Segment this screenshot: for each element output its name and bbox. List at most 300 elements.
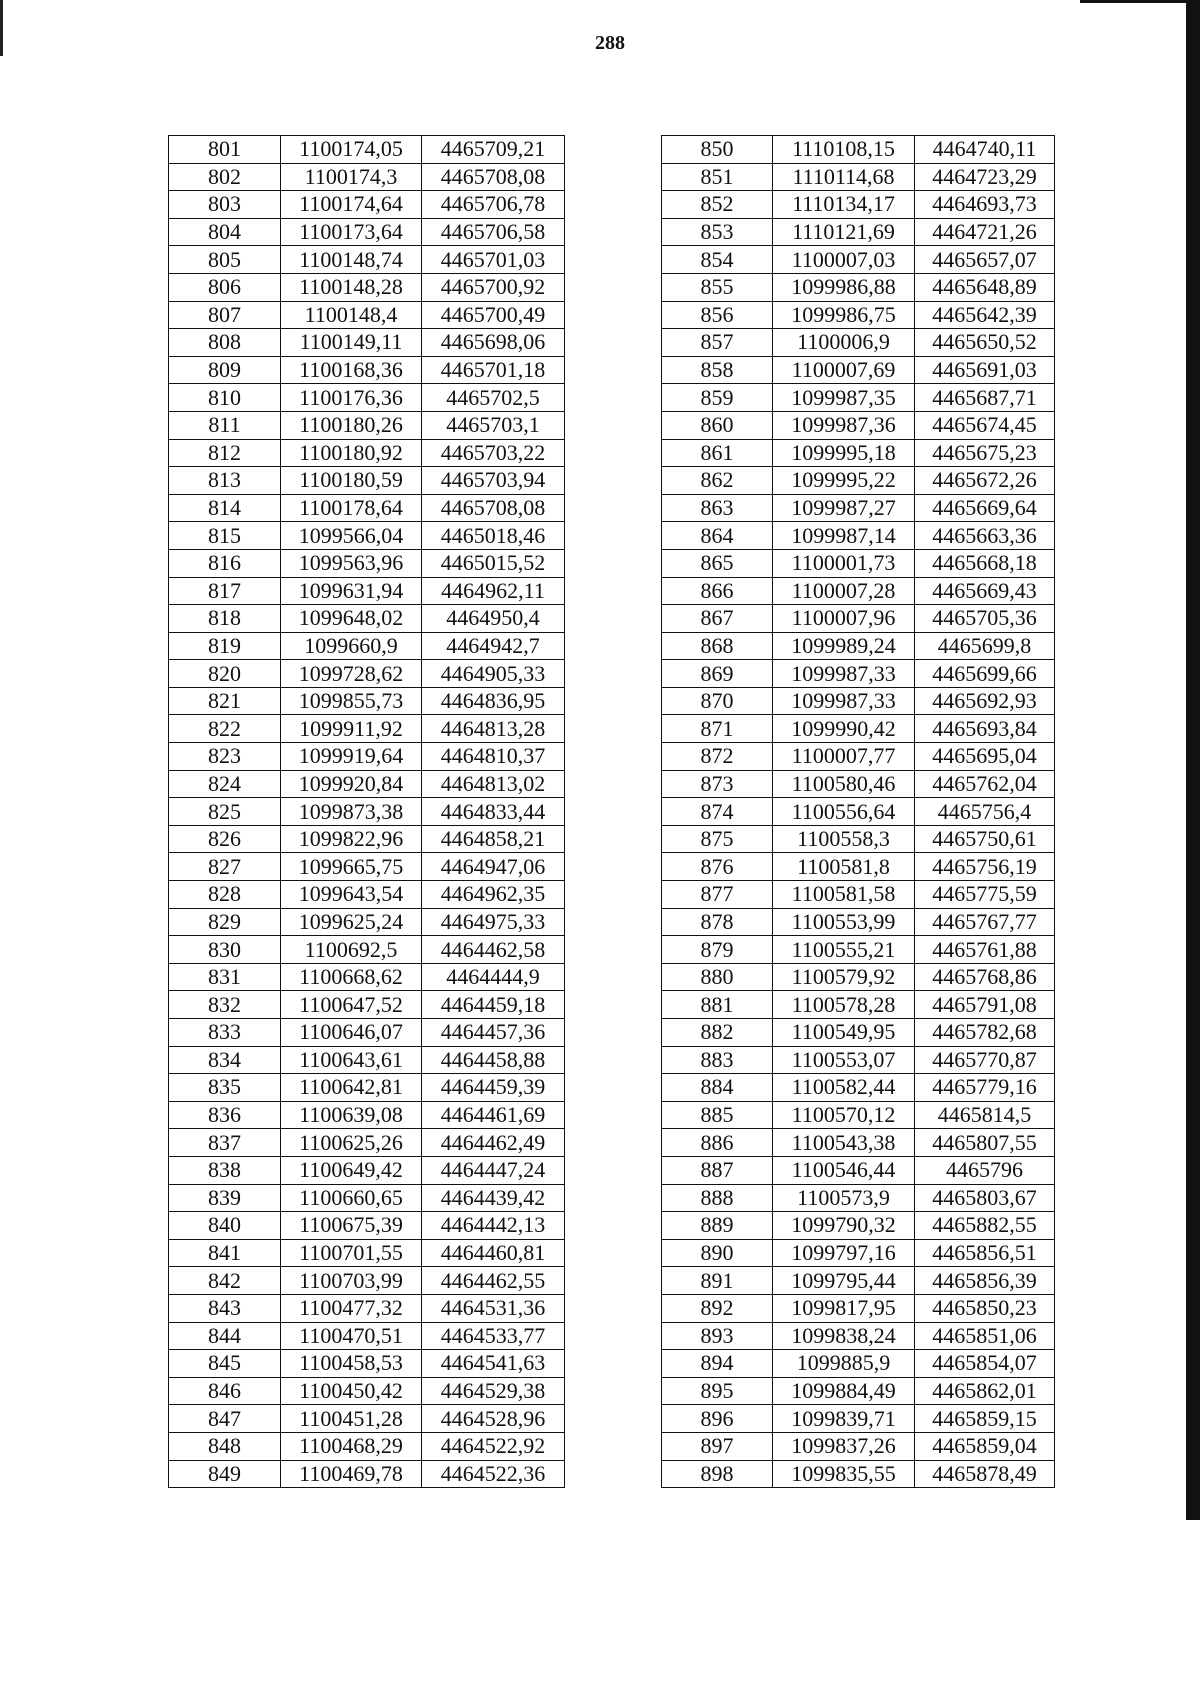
point-number-cell: 879 <box>662 936 773 964</box>
y-coordinate-cell: 4464533,77 <box>422 1322 565 1350</box>
x-coordinate-cell: 1099987,27 <box>773 494 915 522</box>
point-number-cell: 869 <box>662 660 773 688</box>
x-coordinate-cell: 1100178,64 <box>281 494 422 522</box>
point-number-cell: 810 <box>169 384 281 412</box>
point-number-cell: 871 <box>662 715 773 743</box>
point-number-cell: 856 <box>662 301 773 329</box>
x-coordinate-cell: 1100173,64 <box>281 218 422 246</box>
y-coordinate-cell: 4464858,21 <box>422 825 565 853</box>
y-coordinate-cell: 4464721,26 <box>915 218 1055 246</box>
table-row <box>169 605 565 633</box>
table-row <box>662 549 1055 577</box>
table-row <box>169 936 565 964</box>
table-row <box>662 1460 1055 1488</box>
table-row <box>662 163 1055 191</box>
x-coordinate-cell: 1099563,96 <box>281 549 422 577</box>
x-coordinate-cell: 1099990,42 <box>773 715 915 743</box>
point-number-cell: 837 <box>169 1129 281 1157</box>
point-number-cell: 825 <box>169 798 281 826</box>
x-coordinate-cell: 1100703,99 <box>281 1267 422 1295</box>
y-coordinate-cell: 4464528,96 <box>422 1405 565 1433</box>
y-coordinate-cell: 4465882,55 <box>915 1212 1055 1240</box>
y-coordinate-cell: 4465851,06 <box>915 1322 1055 1350</box>
table-row <box>169 687 565 715</box>
y-coordinate-cell: 4465699,8 <box>915 632 1055 660</box>
table-row <box>662 687 1055 715</box>
point-number-cell: 816 <box>169 549 281 577</box>
table-row <box>662 991 1055 1019</box>
x-coordinate-cell: 1100549,95 <box>773 1019 915 1047</box>
table-row <box>169 798 565 826</box>
y-coordinate-cell: 4465775,59 <box>915 881 1055 909</box>
table-row <box>169 963 565 991</box>
y-coordinate-cell: 4465015,52 <box>422 549 565 577</box>
table-row <box>662 384 1055 412</box>
y-coordinate-cell: 4465687,71 <box>915 384 1055 412</box>
x-coordinate-cell: 1100451,28 <box>281 1405 422 1433</box>
x-coordinate-cell: 1110134,17 <box>773 191 915 219</box>
y-coordinate-cell: 4465750,61 <box>915 825 1055 853</box>
table-row <box>169 632 565 660</box>
x-coordinate-cell: 1100580,46 <box>773 770 915 798</box>
point-number-cell: 887 <box>662 1156 773 1184</box>
point-number-cell: 865 <box>662 549 773 577</box>
y-coordinate-cell: 4464531,36 <box>422 1294 565 1322</box>
point-number-cell: 876 <box>662 853 773 881</box>
y-coordinate-cell: 4465703,22 <box>422 439 565 467</box>
table-row <box>662 1212 1055 1240</box>
table-row <box>169 218 565 246</box>
point-number-cell: 832 <box>169 991 281 1019</box>
point-number-cell: 863 <box>662 494 773 522</box>
table-row <box>169 881 565 909</box>
table-row <box>662 329 1055 357</box>
table-row <box>169 273 565 301</box>
y-coordinate-cell: 4465756,19 <box>915 853 1055 881</box>
x-coordinate-cell: 1100148,28 <box>281 273 422 301</box>
y-coordinate-cell: 4464813,28 <box>422 715 565 743</box>
y-coordinate-cell: 4465859,15 <box>915 1405 1055 1433</box>
point-number-cell: 855 <box>662 273 773 301</box>
y-coordinate-cell: 4465859,04 <box>915 1432 1055 1460</box>
table-row <box>169 384 565 412</box>
table-row <box>662 356 1055 384</box>
x-coordinate-cell: 1100007,69 <box>773 356 915 384</box>
point-number-cell: 886 <box>662 1129 773 1157</box>
y-coordinate-cell: 4465779,16 <box>915 1074 1055 1102</box>
table-row <box>169 1460 565 1488</box>
y-coordinate-cell: 4464447,24 <box>422 1156 565 1184</box>
point-number-cell: 893 <box>662 1322 773 1350</box>
y-coordinate-cell: 4465862,01 <box>915 1377 1055 1405</box>
table-row <box>662 1074 1055 1102</box>
x-coordinate-cell: 1099817,95 <box>773 1294 915 1322</box>
table-row <box>662 246 1055 274</box>
y-coordinate-cell: 4465761,88 <box>915 936 1055 964</box>
y-coordinate-cell: 4465767,77 <box>915 908 1055 936</box>
point-number-cell: 848 <box>169 1432 281 1460</box>
y-coordinate-cell: 4465695,04 <box>915 743 1055 771</box>
table-row <box>662 1432 1055 1460</box>
y-coordinate-cell: 4465782,68 <box>915 1019 1055 1047</box>
x-coordinate-cell: 1100668,62 <box>281 963 422 991</box>
y-coordinate-cell: 4464833,44 <box>422 798 565 826</box>
table-row <box>169 494 565 522</box>
y-coordinate-cell: 4465706,78 <box>422 191 565 219</box>
point-number-cell: 888 <box>662 1184 773 1212</box>
point-number-cell: 884 <box>662 1074 773 1102</box>
table-row <box>169 191 565 219</box>
point-number-cell: 892 <box>662 1294 773 1322</box>
x-coordinate-cell: 1099665,75 <box>281 853 422 881</box>
scan-edge-top <box>1080 0 1200 3</box>
x-coordinate-cell: 1100646,07 <box>281 1019 422 1047</box>
y-coordinate-cell: 4465669,64 <box>915 494 1055 522</box>
point-number-cell: 857 <box>662 329 773 357</box>
table-row <box>662 881 1055 909</box>
point-number-cell: 823 <box>169 743 281 771</box>
point-number-cell: 858 <box>662 356 773 384</box>
y-coordinate-cell: 4465698,06 <box>422 329 565 357</box>
y-coordinate-cell: 4465856,51 <box>915 1239 1055 1267</box>
table-row <box>662 1129 1055 1157</box>
y-coordinate-cell: 4465706,58 <box>422 218 565 246</box>
x-coordinate-cell: 1099987,36 <box>773 411 915 439</box>
table-row <box>662 1267 1055 1295</box>
point-number-cell: 859 <box>662 384 773 412</box>
table-row <box>662 522 1055 550</box>
table-row <box>662 1322 1055 1350</box>
y-coordinate-cell: 4464836,95 <box>422 687 565 715</box>
y-coordinate-cell: 4464950,4 <box>422 605 565 633</box>
x-coordinate-cell: 1100625,26 <box>281 1129 422 1157</box>
x-coordinate-cell: 1099835,55 <box>773 1460 915 1488</box>
x-coordinate-cell: 1100450,42 <box>281 1377 422 1405</box>
table-row <box>662 853 1055 881</box>
x-coordinate-cell: 1099625,24 <box>281 908 422 936</box>
y-coordinate-cell: 4465770,87 <box>915 1046 1055 1074</box>
y-coordinate-cell: 4465700,92 <box>422 273 565 301</box>
x-coordinate-cell: 1099986,75 <box>773 301 915 329</box>
table-row <box>662 798 1055 826</box>
scan-edge-right <box>1186 0 1200 1520</box>
point-number-cell: 849 <box>169 1460 281 1488</box>
table-row <box>169 467 565 495</box>
point-number-cell: 818 <box>169 605 281 633</box>
x-coordinate-cell: 1110121,69 <box>773 218 915 246</box>
table-row <box>662 1294 1055 1322</box>
point-number-cell: 804 <box>169 218 281 246</box>
x-coordinate-cell: 1099855,73 <box>281 687 422 715</box>
point-number-cell: 834 <box>169 1046 281 1074</box>
table-row <box>169 301 565 329</box>
point-number-cell: 831 <box>169 963 281 991</box>
y-coordinate-cell: 4465669,43 <box>915 577 1055 605</box>
x-coordinate-cell: 1099822,96 <box>281 825 422 853</box>
point-number-cell: 861 <box>662 439 773 467</box>
y-coordinate-cell: 4464529,38 <box>422 1377 565 1405</box>
table-row <box>169 825 565 853</box>
x-coordinate-cell: 1100647,52 <box>281 991 422 1019</box>
x-coordinate-cell: 1099643,54 <box>281 881 422 909</box>
point-number-cell: 808 <box>169 329 281 357</box>
y-coordinate-cell: 4464442,13 <box>422 1212 565 1240</box>
point-number-cell: 864 <box>662 522 773 550</box>
point-number-cell: 881 <box>662 991 773 1019</box>
x-coordinate-cell: 1100007,96 <box>773 605 915 633</box>
x-coordinate-cell: 1100174,64 <box>281 191 422 219</box>
table-row <box>662 825 1055 853</box>
point-number-cell: 860 <box>662 411 773 439</box>
y-coordinate-cell: 4465709,21 <box>422 136 565 164</box>
y-coordinate-cell: 4465762,04 <box>915 770 1055 798</box>
x-coordinate-cell: 1099987,14 <box>773 522 915 550</box>
y-coordinate-cell: 4465699,66 <box>915 660 1055 688</box>
y-coordinate-cell: 4465705,36 <box>915 605 1055 633</box>
table-row <box>662 936 1055 964</box>
table-row <box>169 770 565 798</box>
table-row <box>169 1405 565 1433</box>
y-coordinate-cell: 4464462,58 <box>422 936 565 964</box>
y-coordinate-cell: 4464462,49 <box>422 1129 565 1157</box>
table-row <box>169 329 565 357</box>
table-row <box>662 1377 1055 1405</box>
x-coordinate-cell: 1100007,77 <box>773 743 915 771</box>
table-row <box>662 1350 1055 1378</box>
point-number-cell: 866 <box>662 577 773 605</box>
table-row <box>169 660 565 688</box>
table-row <box>662 963 1055 991</box>
y-coordinate-cell: 4465708,08 <box>422 163 565 191</box>
table-row <box>662 908 1055 936</box>
table-row <box>662 136 1055 164</box>
point-number-cell: 821 <box>169 687 281 715</box>
table-row <box>169 1432 565 1460</box>
table-row <box>169 1074 565 1102</box>
y-coordinate-cell: 4465708,08 <box>422 494 565 522</box>
y-coordinate-cell: 4465018,46 <box>422 522 565 550</box>
y-coordinate-cell: 4464459,39 <box>422 1074 565 1102</box>
y-coordinate-cell: 4465756,4 <box>915 798 1055 826</box>
table-row <box>662 770 1055 798</box>
y-coordinate-cell: 4465648,89 <box>915 273 1055 301</box>
x-coordinate-cell: 1100573,9 <box>773 1184 915 1212</box>
y-coordinate-cell: 4465663,36 <box>915 522 1055 550</box>
y-coordinate-cell: 4464810,37 <box>422 743 565 771</box>
x-coordinate-cell: 1099987,33 <box>773 687 915 715</box>
x-coordinate-cell: 1100148,4 <box>281 301 422 329</box>
point-number-cell: 842 <box>169 1267 281 1295</box>
y-coordinate-cell: 4465854,07 <box>915 1350 1055 1378</box>
table-row <box>662 1046 1055 1074</box>
point-number-cell: 845 <box>169 1350 281 1378</box>
point-number-cell: 819 <box>169 632 281 660</box>
table-row <box>662 191 1055 219</box>
x-coordinate-cell: 1100174,05 <box>281 136 422 164</box>
table-row <box>662 660 1055 688</box>
point-number-cell: 854 <box>662 246 773 274</box>
point-number-cell: 852 <box>662 191 773 219</box>
point-number-cell: 868 <box>662 632 773 660</box>
y-coordinate-cell: 4464461,69 <box>422 1101 565 1129</box>
table-row <box>169 1019 565 1047</box>
table-row <box>169 163 565 191</box>
y-coordinate-cell: 4465675,23 <box>915 439 1055 467</box>
x-coordinate-cell: 1100180,59 <box>281 467 422 495</box>
table-row <box>169 1101 565 1129</box>
x-coordinate-cell: 1100543,38 <box>773 1129 915 1157</box>
point-number-cell: 839 <box>169 1184 281 1212</box>
table-row <box>169 577 565 605</box>
point-number-cell: 877 <box>662 881 773 909</box>
table-row <box>662 467 1055 495</box>
point-number-cell: 844 <box>169 1322 281 1350</box>
x-coordinate-cell: 1100149,11 <box>281 329 422 357</box>
y-coordinate-cell: 4464457,36 <box>422 1019 565 1047</box>
table-row <box>169 908 565 936</box>
y-coordinate-cell: 4465703,94 <box>422 467 565 495</box>
table-row <box>169 1212 565 1240</box>
x-coordinate-cell: 1099987,33 <box>773 660 915 688</box>
x-coordinate-cell: 1099839,71 <box>773 1405 915 1433</box>
point-number-cell: 873 <box>662 770 773 798</box>
table-row <box>662 1239 1055 1267</box>
table-row <box>662 632 1055 660</box>
x-coordinate-cell: 1100007,28 <box>773 577 915 605</box>
table-row <box>662 494 1055 522</box>
table-row <box>169 1377 565 1405</box>
point-number-cell: 835 <box>169 1074 281 1102</box>
x-coordinate-cell: 1099728,62 <box>281 660 422 688</box>
point-number-cell: 894 <box>662 1350 773 1378</box>
point-number-cell: 853 <box>662 218 773 246</box>
x-coordinate-cell: 1100180,26 <box>281 411 422 439</box>
point-number-cell: 836 <box>169 1101 281 1129</box>
y-coordinate-cell: 4464942,7 <box>422 632 565 660</box>
table-row <box>662 439 1055 467</box>
point-number-cell: 807 <box>169 301 281 329</box>
table-row <box>662 605 1055 633</box>
x-coordinate-cell: 1099566,04 <box>281 522 422 550</box>
point-number-cell: 846 <box>169 1377 281 1405</box>
point-number-cell: 814 <box>169 494 281 522</box>
x-coordinate-cell: 1100555,21 <box>773 936 915 964</box>
x-coordinate-cell: 1100176,36 <box>281 384 422 412</box>
x-coordinate-cell: 1099986,88 <box>773 273 915 301</box>
y-coordinate-cell: 4465650,52 <box>915 329 1055 357</box>
y-coordinate-cell: 4464444,9 <box>422 963 565 991</box>
y-coordinate-cell: 4464947,06 <box>422 853 565 881</box>
point-number-cell: 870 <box>662 687 773 715</box>
table-row <box>169 715 565 743</box>
point-number-cell: 878 <box>662 908 773 936</box>
y-coordinate-cell: 4465878,49 <box>915 1460 1055 1488</box>
x-coordinate-cell: 1099987,35 <box>773 384 915 412</box>
x-coordinate-cell: 1099911,92 <box>281 715 422 743</box>
point-number-cell: 875 <box>662 825 773 853</box>
y-coordinate-cell: 4465791,08 <box>915 991 1055 1019</box>
point-number-cell: 822 <box>169 715 281 743</box>
y-coordinate-cell: 4465768,86 <box>915 963 1055 991</box>
y-coordinate-cell: 4465807,55 <box>915 1129 1055 1157</box>
table-row <box>169 1129 565 1157</box>
y-coordinate-cell: 4465668,18 <box>915 549 1055 577</box>
x-coordinate-cell: 1100570,12 <box>773 1101 915 1129</box>
x-coordinate-cell: 1100470,51 <box>281 1322 422 1350</box>
x-coordinate-cell: 1100579,92 <box>773 963 915 991</box>
point-number-cell: 897 <box>662 1432 773 1460</box>
table-row <box>169 522 565 550</box>
table-row <box>169 549 565 577</box>
x-coordinate-cell: 1100553,99 <box>773 908 915 936</box>
table-row <box>662 577 1055 605</box>
y-coordinate-cell: 4464522,92 <box>422 1432 565 1460</box>
y-coordinate-cell: 4464905,33 <box>422 660 565 688</box>
point-number-cell: 843 <box>169 1294 281 1322</box>
point-number-cell: 882 <box>662 1019 773 1047</box>
y-coordinate-cell: 4465657,07 <box>915 246 1055 274</box>
point-number-cell: 890 <box>662 1239 773 1267</box>
point-number-cell: 862 <box>662 467 773 495</box>
table-row <box>169 1239 565 1267</box>
x-coordinate-cell: 1100642,81 <box>281 1074 422 1102</box>
y-coordinate-cell: 4464975,33 <box>422 908 565 936</box>
table-row <box>662 1405 1055 1433</box>
x-coordinate-cell: 1100001,73 <box>773 549 915 577</box>
x-coordinate-cell: 1100546,44 <box>773 1156 915 1184</box>
x-coordinate-cell: 1099790,32 <box>773 1212 915 1240</box>
table-row <box>662 743 1055 771</box>
point-number-cell: 829 <box>169 908 281 936</box>
y-coordinate-cell: 4465803,67 <box>915 1184 1055 1212</box>
point-number-cell: 896 <box>662 1405 773 1433</box>
table-row <box>169 1184 565 1212</box>
table-row <box>662 411 1055 439</box>
x-coordinate-cell: 1100553,07 <box>773 1046 915 1074</box>
point-number-cell: 811 <box>169 411 281 439</box>
y-coordinate-cell: 4464460,81 <box>422 1239 565 1267</box>
point-number-cell: 805 <box>169 246 281 274</box>
table-row <box>169 1046 565 1074</box>
y-coordinate-cell: 4465691,03 <box>915 356 1055 384</box>
y-coordinate-cell: 4465701,03 <box>422 246 565 274</box>
x-coordinate-cell: 1100692,5 <box>281 936 422 964</box>
point-number-cell: 824 <box>169 770 281 798</box>
table-row <box>169 439 565 467</box>
x-coordinate-cell: 1099631,94 <box>281 577 422 605</box>
table-row <box>169 853 565 881</box>
x-coordinate-cell: 1100180,92 <box>281 439 422 467</box>
point-number-cell: 867 <box>662 605 773 633</box>
table-row <box>169 1294 565 1322</box>
y-coordinate-cell: 4465814,5 <box>915 1101 1055 1129</box>
point-number-cell: 841 <box>169 1239 281 1267</box>
table-row <box>169 411 565 439</box>
y-coordinate-cell: 4465856,39 <box>915 1267 1055 1295</box>
point-number-cell: 833 <box>169 1019 281 1047</box>
x-coordinate-cell: 1099648,02 <box>281 605 422 633</box>
y-coordinate-cell: 4465850,23 <box>915 1294 1055 1322</box>
point-number-cell: 813 <box>169 467 281 495</box>
y-coordinate-cell: 4465642,39 <box>915 301 1055 329</box>
table-row <box>662 218 1055 246</box>
point-number-cell: 801 <box>169 136 281 164</box>
table-row <box>169 356 565 384</box>
x-coordinate-cell: 1100675,39 <box>281 1212 422 1240</box>
x-coordinate-cell: 1100007,03 <box>773 246 915 274</box>
x-coordinate-cell: 1099885,9 <box>773 1350 915 1378</box>
point-number-cell: 802 <box>169 163 281 191</box>
